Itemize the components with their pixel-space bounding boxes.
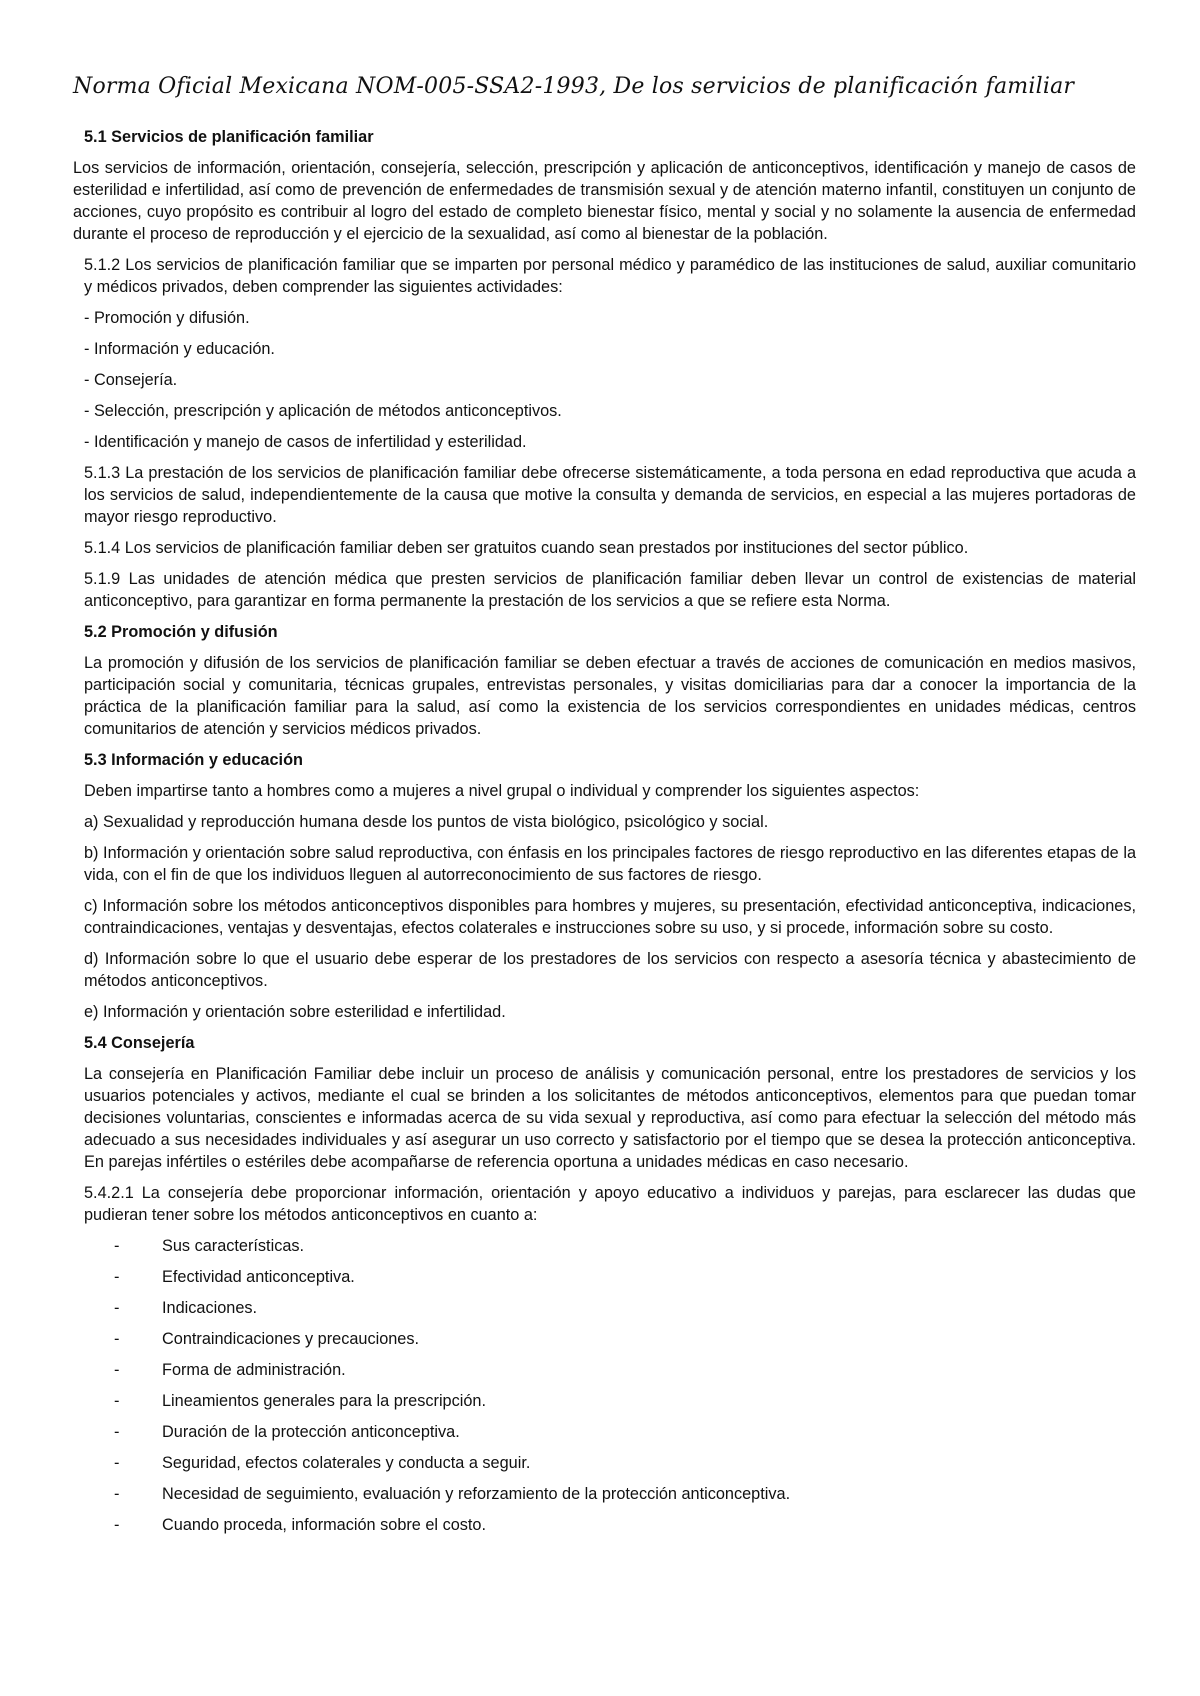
list-item: - Efectividad anticonceptiva.: [114, 1268, 355, 1286]
dash-bullet: -: [114, 1454, 120, 1472]
dash-bullet: -: [114, 1423, 120, 1441]
list-item: - Necesidad de seguimiento, evaluación y reforzamiento de la protección anticonceptiva.: [114, 1485, 791, 1503]
dash-bullet: -: [114, 1392, 120, 1410]
list-item: - Seguridad, efectos colaterales y conducta a seguir.: [114, 1454, 531, 1472]
activity-item: - Selección, prescripción y aplicación de métodos anticonceptivos.: [84, 402, 562, 420]
activity-item: - Promoción y difusión.: [84, 309, 250, 327]
section-heading-5-1: 5.1 Servicios de planificación familiar: [84, 128, 374, 146]
dash-bullet: -: [114, 1516, 120, 1534]
dash-bullet: -: [114, 1237, 120, 1255]
list-item: - Forma de administración.: [114, 1361, 346, 1379]
paragraph-5-1-9: 5.1.9 Las unidades de atención médica que presten servicios de planificación familiar deben llevar un control de existencias de material anticonceptivo, para garantizar en forma permanente la prestación de los servicios a que se refiere esta Norma.: [84, 570, 1136, 610]
document-title: Norma Oficial Mexicana NOM-005-SSA2-1993, De los servicios de planificación familiar: [73, 74, 1075, 99]
list-item: - Duración de la protección anticonceptiva.: [114, 1423, 460, 1441]
paragraph-5-2: La promoción y difusión de los servicios de planificación familiar se deben efectuar a través de acciones de comunicación en medios masivos, participación social y comunitaria, técnicas grupales, entrevistas personales, y visitas domiciliarias para dar a conocer la importancia de la práctica de la planificación familiar para la salud, así como la existencia de los servicios correspondientes en unidades médicas, centros comunitarios de atención y servicios médicos privados.: [84, 654, 1136, 738]
paragraph-5-1-3: 5.1.3 La prestación de los servicios de planificación familiar debe ofrecerse sistemáticamente, a toda persona en edad reproductiva que acuda a los servicios de salud, independientemente de la causa que motive la consulta y demanda de servicios, en especial a las mujeres portadoras de mayor riesgo reproductivo.: [84, 464, 1136, 526]
list-item-b: b) Información y orientación sobre salud reproductiva, con énfasis en los principales factores de riesgo reproductivo en las diferentes etapas de la vida, con el fin de que los individuos lleguen al autorreconocimiento de sus factores de riesgo.: [84, 844, 1136, 884]
dash-bullet: -: [114, 1485, 120, 1503]
paragraph-5-1-intro: Los servicios de información, orientación, consejería, selección, prescripción y aplicación de anticonceptivos, identificación y manejo de casos de esterilidad e infertilidad, así como de prevención de enfermedades de transmisión sexual y de atención materno infantil, constituyen un conjunto de acciones, cuyo propósito es contribuir al logro del estado de completo bienestar físico, mental y social y no solamente la ausencia de enfermedad durante el proceso de reproducción y el ejercicio de la sexualidad, así como al bienestar de la población.: [73, 159, 1136, 243]
list-item-e: e) Información y orientación sobre esterilidad e infertilidad.: [84, 1003, 506, 1021]
activity-item: - Información y educación.: [84, 340, 275, 358]
paragraph-5-4: La consejería en Planificación Familiar debe incluir un proceso de análisis y comunicación personal, entre los prestadores de servicios y los usuarios potenciales y activos, mediante el cual se brinden a los solicitantes de métodos anticonceptivos, elementos para que puedan tomar decisiones voluntarias, conscientes e informadas acerca de su vida sexual y reproductiva, así como para efectuar la selección del método más adecuado a sus necesidades individuales y así asegurar un uso correcto y satisfactorio por el tiempo que se desea la protección anticonceptiva. En parejas infértiles o estériles debe acompañarse de referencia oportuna a unidades médicas en caso necesario.: [84, 1065, 1136, 1171]
list-item: - Contraindicaciones y precauciones.: [114, 1330, 420, 1348]
dash-bullet: -: [114, 1299, 120, 1317]
consejeria-bullet-list: [73, 1235, 1136, 1536]
activity-item: - Consejería.: [84, 371, 178, 389]
list-item-d: d) Información sobre lo que el usuario debe esperar de los prestadores de los servicios con respecto a asesoría técnica y abastecimiento de métodos anticonceptivos.: [84, 950, 1136, 990]
section-heading-5-3: 5.3 Información y educación: [84, 751, 303, 769]
list-item: - Lineamientos generales para la prescripción.: [114, 1392, 487, 1410]
section-heading-5-2: 5.2 Promoción y difusión: [84, 623, 278, 641]
list-item-c: c) Información sobre los métodos anticonceptivos disponibles para hombres y mujeres, su presentación, efectividad anticonceptiva, indicaciones, contraindicaciones, ventajas y desventajas, efectos colaterales e instrucciones sobre su uso, y si procede, información sobre su costo.: [84, 897, 1136, 937]
dash-bullet: -: [114, 1268, 120, 1286]
paragraph-5-4-2-1: 5.4.2.1 La consejería debe proporcionar información, orientación y apoyo educativo a individuos y parejas, para esclarecer las dudas que pudieran tener sobre los métodos anticonceptivos en cuanto a:: [84, 1184, 1136, 1224]
list-item: - Indicaciones.: [114, 1299, 258, 1317]
paragraph-5-1-2: 5.1.2 Los servicios de planificación familiar que se imparten por personal médico y paramédico de las instituciones de salud, auxiliar comunitario y médicos privados, deben comprender las siguientes actividades:: [84, 256, 1136, 296]
dash-bullet: -: [114, 1361, 120, 1379]
activity-item: - Identificación y manejo de casos de infertilidad y esterilidad.: [84, 433, 527, 451]
list-item: - Sus características.: [114, 1237, 305, 1255]
dash-bullet: -: [114, 1330, 120, 1348]
section-heading-5-4: 5.4 Consejería: [84, 1034, 195, 1052]
paragraph-5-1-4: 5.1.4 Los servicios de planificación familiar deben ser gratuitos cuando sean prestados por instituciones del sector público.: [84, 539, 969, 557]
list-item-a: a) Sexualidad y reproducción humana desde los puntos de vista biológico, psicológico y social.: [84, 813, 769, 831]
paragraph-5-3-intro: Deben impartirse tanto a hombres como a mujeres a nivel grupal o individual y comprender los siguientes aspectos:: [84, 782, 920, 800]
list-item: - Cuando proceda, información sobre el costo.: [114, 1516, 487, 1534]
